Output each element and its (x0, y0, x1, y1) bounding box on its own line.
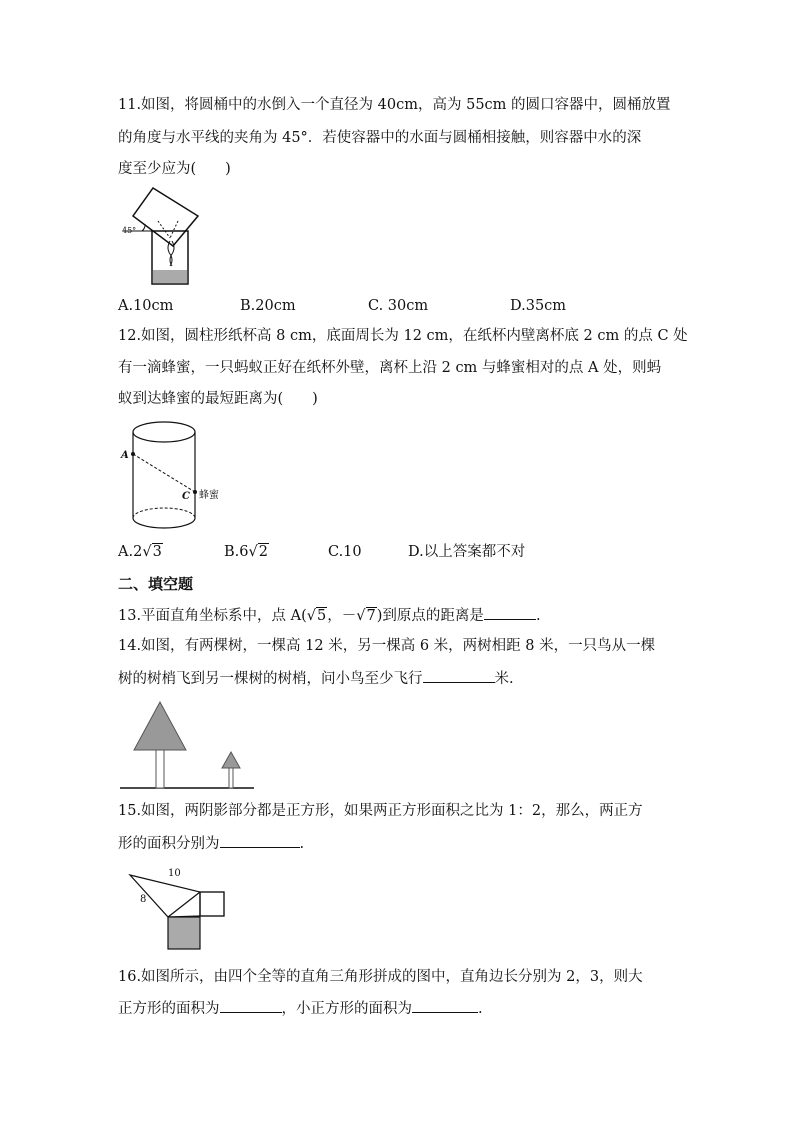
q15-label-10: 10 (168, 868, 181, 879)
q12-text-line-1: 12.如图，圆柱形纸杯高 8 cm，底面周长为 12 cm，在纸杯内壁离杯底 2 cm 的点 C 处 (118, 328, 688, 344)
q16-line-2-part-1: 正方形的面积为 (118, 1001, 220, 1017)
q14-line-2-unit: 米. (494, 671, 514, 687)
q12-option-a (118, 542, 163, 562)
q12-option-c: C.10 (328, 544, 362, 560)
q12-text-line-3: 蚁到达蜂蜜的最短距离为( ) (118, 391, 318, 407)
q16-line-2-part-2: ，小正方形的面积为 (281, 1001, 412, 1017)
q14-trees-figure (118, 700, 258, 792)
q11-option-b: B.20cm (240, 298, 296, 314)
q11-bucket-figure (118, 186, 208, 286)
q13-prefix: 13.平面直角坐标系中，点 A( (118, 608, 307, 624)
q12-label-honey: 蜂蜜 (199, 490, 219, 501)
section-title-fill-in: 二、填空题 (118, 575, 194, 593)
q12-text-line-2: 有一滴蜂蜜，一只蚂蚁正好在纸杯外壁，离杯上沿 2 cm 与蜂蜜相对的点 A 处，则蚂 (118, 360, 662, 376)
q12-option-b-prefix: B.6 (224, 544, 249, 560)
q15-line-2-text: 形的面积分别为 (118, 836, 220, 852)
q13-text (118, 605, 541, 626)
q14-answer-blank[interactable] (423, 668, 495, 683)
q15-period: . (299, 836, 305, 852)
q12-option-b (224, 542, 269, 562)
q13-radical-1: √5 (306, 608, 327, 624)
q16-answer-blank-1[interactable] (220, 998, 282, 1013)
q12-option-a-prefix: A.2 (118, 544, 143, 560)
q13-mid: ，－ (327, 608, 357, 624)
q11-text-line-3: 度至少应为( ) (118, 161, 231, 177)
q15-squares-figure (126, 870, 231, 955)
q14-text-line-2 (118, 668, 514, 689)
q14-line-2-text: 树的树梢飞到另一棵树的树梢，问小鸟至少飞行 (118, 671, 423, 687)
q13-radicand-1: 5 (317, 608, 327, 624)
q12-option-b-radicand: 2 (258, 544, 268, 560)
q11-text-line-1: 11.如图，将圆桶中的水倒入一个直径为 40cm，高为 55cm 的圆口容器中，圆桶放置 (118, 97, 671, 113)
q11-option-c: C. 30cm (368, 298, 429, 314)
q11-text-line-2: 的角度与水平线的夹角为 45°．若使容器中的水面与圆桶相接触，则容器中水的深 (118, 130, 642, 146)
q13-period: . (535, 608, 541, 624)
q13-radicand-2: 7 (366, 608, 376, 624)
q11-option-d: D.35cm (510, 298, 567, 314)
q15-answer-blank[interactable] (220, 833, 300, 848)
q15-label-8: 8 (140, 894, 147, 905)
q12-option-d: D.以上答案都不对 (408, 544, 526, 560)
q15-text-line-1: 15.如图，两阴影部分都是正方形，如果两正方形面积之比为 1：2，那么，两正方 (118, 803, 643, 819)
q11-option-a: A.10cm (118, 298, 174, 314)
q13-answer-blank[interactable] (484, 605, 536, 620)
q14-text-line-1: 14.如图，有两棵树，一棵高 12 米，另一棵高 6 米，两树相距 8 米，一只鸟从一棵 (118, 638, 656, 654)
q11-angle-label: 45° (122, 226, 137, 235)
q16-text-line-2 (118, 998, 483, 1019)
q13-radical-2: √7 (356, 608, 376, 624)
q12-option-a-radicand: 3 (152, 544, 162, 560)
q12-label-c: C (182, 491, 190, 502)
q12-option-a-radical: √3 (142, 544, 162, 560)
q13-suffix: )到原点的距离是 (376, 608, 484, 624)
q12-cylinder-figure (118, 420, 238, 535)
q16-text-line-1: 16.如图所示，由四个全等的直角三角形拼成的图中，直角边长分别为 2，3，则大 (118, 969, 643, 985)
q16-answer-blank-2[interactable] (412, 998, 478, 1013)
q15-text-line-2 (118, 833, 304, 854)
q12-label-a: A (121, 450, 129, 461)
q12-option-b-radical: √2 (248, 544, 268, 560)
q16-period: . (478, 1001, 483, 1017)
